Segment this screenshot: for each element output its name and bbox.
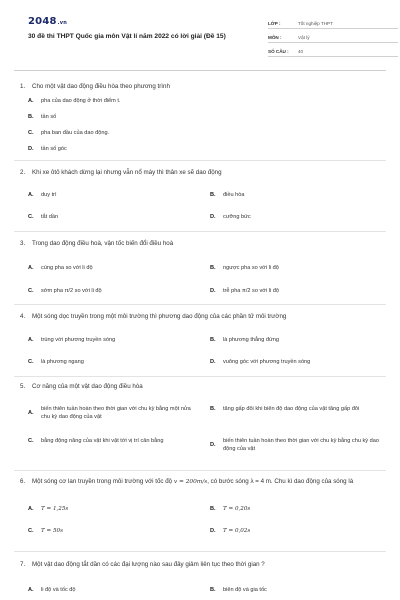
option-text: tần số: [41, 114, 57, 120]
option-text: li độ và tốc độ: [41, 587, 76, 593]
option-a[interactable]: [28, 336, 115, 344]
meta-info: [268, 15, 398, 57]
header: [14, 0, 386, 66]
option-text: biến thiên tuần hoàn theo thời gian với chu kỳ bằng một nửa chu kỳ dao động của vật: [41, 406, 191, 420]
question-separator: [14, 376, 386, 377]
option-letter: C.: [28, 214, 34, 220]
option-c[interactable]: [28, 358, 84, 366]
option-a[interactable]: [28, 405, 198, 421]
option-text: vuông góc với phương truyền sóng: [223, 359, 311, 365]
question-stem: [14, 82, 386, 91]
logo-suffix: .vn: [57, 20, 67, 26]
option-text: T = 50s: [41, 528, 63, 534]
question-number: 6.: [20, 478, 26, 485]
option-c[interactable]: [28, 213, 58, 221]
question-stem: [14, 477, 386, 487]
option-letter: C.: [28, 130, 34, 136]
option-a[interactable]: [28, 191, 57, 199]
question-number: 5.: [20, 383, 26, 390]
question-separator: [14, 231, 386, 232]
option-d[interactable]: [210, 358, 310, 366]
question-separator: [14, 160, 386, 161]
option-letter: C.: [28, 288, 34, 294]
meta-row-grade: [268, 15, 398, 29]
option-a[interactable]: [28, 97, 120, 105]
option-b[interactable]: [210, 264, 279, 272]
option-text: là phương thẳng đứng: [223, 337, 279, 343]
option-text: tắt dần: [41, 214, 59, 220]
option-text: T = 1,25s: [41, 506, 69, 512]
document-title: 30 đề thi THPT Quốc gia môn Vật lí năm 2022 có lời giải (Đề 15): [28, 33, 226, 40]
meta-value: Tốt nghiệp THPT: [298, 21, 333, 26]
option-letter: D.: [210, 359, 216, 365]
question-number: 3.: [20, 240, 26, 247]
option-c[interactable]: [28, 287, 102, 295]
option-letter: B.: [28, 114, 34, 120]
meta-label: SỐ CÂU :: [268, 49, 289, 54]
question-text-part: Một sóng cơ lan truyền trong môi trường với tốc độ: [32, 478, 173, 485]
option-d[interactable]: [210, 437, 380, 453]
logo-main: 2048: [28, 16, 57, 27]
meta-value: 40: [298, 49, 304, 54]
option-text: là phương ngang: [41, 359, 84, 365]
option-letter: A.: [28, 98, 34, 104]
option-a[interactable]: [28, 264, 93, 272]
option-d[interactable]: [210, 287, 279, 295]
option-b[interactable]: [210, 405, 380, 413]
option-letter: A.: [28, 587, 34, 593]
option-d[interactable]: [210, 527, 250, 535]
option-text: ngược pha so với li độ: [223, 265, 279, 271]
question-4: [14, 312, 386, 365]
option-text: sớm pha π/2 so với li độ: [41, 288, 102, 294]
question-number: 1.: [20, 83, 26, 90]
option-b[interactable]: [210, 505, 250, 513]
option-text: tăng gấp đôi khi biên độ dao động của vật tăng gấp đôi: [223, 406, 360, 412]
question-separator: [14, 551, 386, 552]
option-letter: D.: [210, 214, 216, 220]
option-text: trễ pha π/2 so với li độ: [223, 288, 280, 294]
question-text: Một vật dao động tắt dần có các đại lượng nào sau đây giảm liên tục theo thời gian ?: [32, 561, 265, 568]
option-c[interactable]: [28, 437, 198, 445]
option-letter: B.: [210, 337, 216, 343]
question-separator: [14, 304, 386, 305]
option-b[interactable]: [210, 336, 279, 344]
option-letter: C.: [28, 438, 34, 444]
question-text: [32, 477, 386, 487]
question-text: Cho một vật dao động điều hòa theo phương trình: [32, 83, 170, 90]
option-text: T = 0,02s: [223, 528, 251, 534]
option-c[interactable]: [28, 527, 63, 535]
option-letter: C.: [28, 528, 34, 534]
option-letter: A.: [28, 506, 34, 512]
meta-row-count: [268, 43, 398, 57]
question-6: [14, 477, 386, 534]
option-letter: D.: [28, 146, 34, 152]
header-divider: [14, 70, 386, 71]
question-stem: [14, 239, 386, 248]
question-stem: [14, 168, 386, 177]
option-a[interactable]: [28, 586, 76, 594]
option-letter: A.: [28, 410, 34, 416]
option-letter: A.: [28, 192, 34, 198]
question-text-part: , có bước sóng λ = 4 m. Chu kì dao động của sóng là: [207, 478, 354, 485]
option-text: pha ban đầu của dao động.: [41, 130, 110, 136]
question-text: Khi xe ôtô khách dừng lại nhưng vẫn nổ máy thì thân xe sẽ dao động: [32, 169, 222, 176]
option-c[interactable]: [28, 129, 109, 137]
question-separator: [14, 470, 386, 471]
question-1: [14, 82, 386, 152]
question-7: [14, 560, 386, 593]
option-d[interactable]: [210, 213, 251, 221]
option-d[interactable]: [28, 145, 67, 153]
option-text: tần số góc: [41, 146, 67, 152]
question-text: Trong dao động điều hoà, vận tốc biến đổi điều hoà: [32, 240, 174, 247]
question-text: Một sóng dọc truyền trong một môi trường thì phương dao động của các phần tử môi trường: [32, 313, 287, 320]
option-text: trùng với phương truyền sóng: [41, 337, 116, 343]
question-stem: [14, 312, 386, 321]
question-stem: [14, 560, 386, 569]
option-letter: B.: [210, 587, 216, 593]
question-number: 2.: [20, 169, 26, 176]
option-a[interactable]: [28, 505, 68, 513]
option-text: T = 0,20s: [223, 506, 251, 512]
question-2: [14, 168, 386, 220]
option-b[interactable]: [210, 586, 267, 594]
question-3: [14, 239, 386, 294]
option-letter: B.: [210, 506, 216, 512]
option-letter: A.: [28, 337, 34, 343]
option-text: biến thiên tuần hoàn theo thời gian với chu kỳ bằng chu kỳ dao động của vật: [223, 438, 379, 452]
option-letter: A.: [28, 265, 34, 271]
meta-label: MÔN :: [268, 35, 282, 40]
meta-row-subject: [268, 29, 398, 43]
option-letter: C.: [28, 359, 34, 365]
site-logo[interactable]: [28, 16, 67, 27]
option-letter: D.: [210, 288, 216, 294]
option-text: duy trì: [41, 192, 57, 198]
question-5: [14, 382, 386, 452]
option-text: cùng pha so với li độ: [41, 265, 93, 271]
option-letter: D.: [210, 528, 216, 534]
question-number: 7.: [20, 561, 26, 568]
option-letter: B.: [210, 192, 216, 198]
question-stem: [14, 382, 386, 391]
velocity-formula: v = 200m/s: [173, 479, 208, 485]
option-text: cưỡng bức: [223, 214, 251, 220]
option-text: pha của dao động ở thời điểm t.: [41, 98, 121, 104]
option-b[interactable]: [28, 113, 56, 121]
question-text: Cơ năng của một vật dao động điều hòa: [32, 383, 143, 390]
meta-value: Vật lý: [298, 35, 310, 40]
option-letter: B.: [210, 265, 216, 271]
question-number: 4.: [20, 313, 26, 320]
option-b[interactable]: [210, 191, 244, 199]
option-letter: D.: [210, 442, 216, 448]
meta-label: LỚP :: [268, 21, 281, 26]
option-text: biên độ và gia tốc: [223, 587, 267, 593]
option-text: bằng động năng của vật khi vật tới vị trí cân bằng: [41, 438, 164, 444]
option-text: điều hòa: [223, 192, 245, 198]
option-letter: B.: [210, 406, 216, 412]
